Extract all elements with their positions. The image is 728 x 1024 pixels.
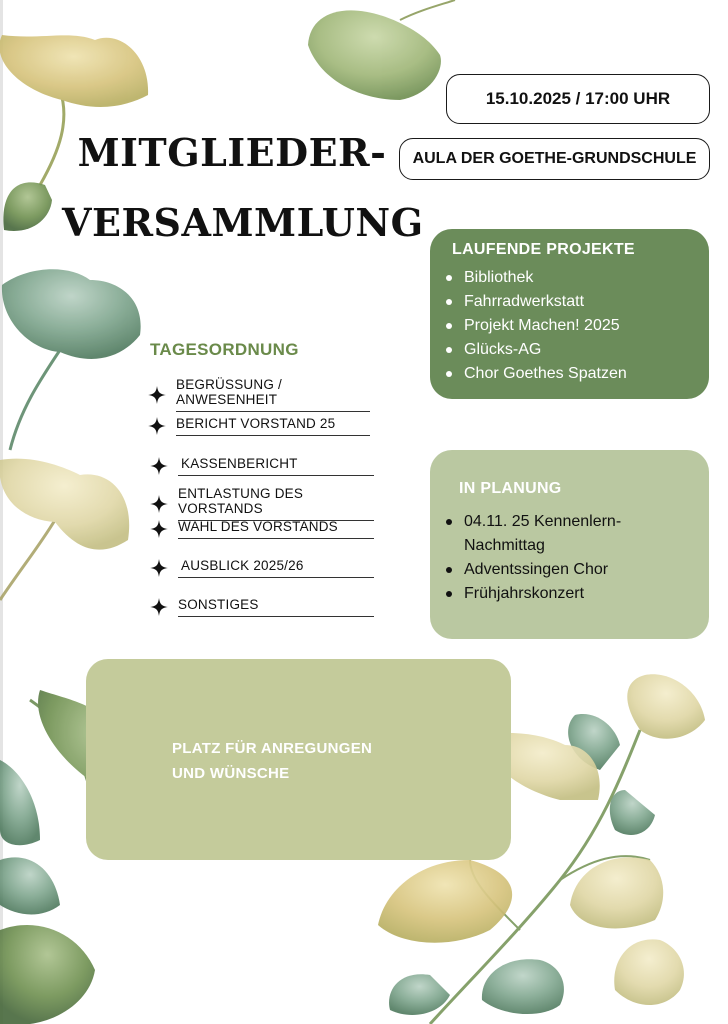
ginkgo-leaf-icon [627, 674, 705, 738]
list-item [444, 266, 627, 290]
agenda-item [148, 377, 370, 412]
event-location: AULA DER GOETHE-GRUNDSCHULE [399, 138, 710, 180]
title-line-1: MITGLIEDER- [77, 130, 387, 175]
agenda-item [150, 597, 374, 617]
planning-heading: IN PLANUNG [459, 480, 562, 497]
bullet-icon [446, 519, 452, 525]
list-item-text: 04.11. 25 Kennenlern-Nachmittag [464, 513, 622, 554]
list-item-text: Frühjahrskonzert [464, 585, 585, 602]
bullet-icon [446, 591, 452, 597]
four-point-star-icon [148, 417, 166, 435]
list-item [444, 510, 694, 558]
ginkgo-leaf-icon [0, 857, 60, 914]
ginkgo-leaf-icon [2, 269, 141, 450]
agenda-item-label: SONSTIGES [178, 597, 374, 617]
wishes-box [86, 659, 511, 860]
ginkgo-leaf-icon [378, 860, 512, 943]
list-item [444, 582, 694, 606]
list-item-text: Projekt Machen! 2025 [464, 317, 620, 334]
list-item [444, 362, 627, 386]
projects-list [444, 266, 627, 386]
agenda-item [150, 486, 374, 521]
agenda-item-label: KASSENBERICHT [178, 456, 374, 476]
ginkgo-leaf-icon [570, 857, 663, 928]
list-item-text: Glücks-AG [464, 341, 542, 358]
bullet-icon [446, 299, 452, 305]
ginkgo-leaf-icon [0, 760, 40, 845]
planning-box [430, 450, 709, 639]
wishes-line-2: UND WÜNSCHE [172, 765, 290, 782]
bullet-icon [446, 347, 452, 353]
planning-list [444, 510, 694, 606]
bullet-icon [446, 567, 452, 573]
agenda-item [150, 558, 374, 578]
four-point-star-icon [148, 386, 166, 404]
ginkgo-leaf-icon [0, 459, 129, 600]
list-item-text: Chor Goethes Spatzen [464, 365, 627, 382]
list-item-text: Bibliothek [464, 269, 534, 286]
ginkgo-leaf-icon [610, 790, 655, 835]
agenda-item [150, 456, 374, 476]
four-point-star-icon [150, 559, 168, 577]
event-datetime: 15.10.2025 / 17:00 UHR [446, 74, 710, 124]
bullet-icon [446, 371, 452, 377]
agenda-item [148, 416, 370, 436]
list-item [444, 338, 627, 362]
title-line-2: VERSAMMLUNG [62, 200, 424, 245]
four-point-star-icon [150, 520, 168, 538]
projects-box [430, 229, 709, 399]
wishes-text [172, 736, 432, 786]
wishes-line-1: PLATZ FÜR ANREGUNGEN [172, 740, 373, 757]
list-item [444, 314, 627, 338]
agenda-item-label: ENTLASTUNG DES VORSTANDS [178, 486, 374, 521]
list-item [444, 558, 694, 582]
four-point-star-icon [150, 495, 168, 513]
agenda-item-label: AUSBLICK 2025/26 [178, 558, 374, 578]
agenda-item [150, 519, 374, 539]
ginkgo-leaf-icon [3, 182, 52, 231]
bullet-icon [446, 323, 452, 329]
agenda-item-label: BEGRÜSSUNG / ANWESENHEIT [176, 377, 370, 412]
list-item-text: Fahrradwerkstatt [464, 293, 585, 310]
four-point-star-icon [150, 598, 168, 616]
list-item [444, 290, 627, 314]
agenda-item-label: WAHL DES VORSTANDS [178, 519, 374, 539]
ginkgo-leaf-icon [0, 925, 95, 1024]
agenda-item-label: BERICHT VORSTAND 25 [176, 416, 370, 436]
projects-heading: LAUFENDE PROJEKTE [452, 241, 635, 258]
four-point-star-icon [150, 457, 168, 475]
ginkgo-leaf-icon [482, 959, 564, 1014]
list-item-text: Adventssingen Chor [464, 561, 609, 578]
page-title [62, 118, 424, 258]
ginkgo-leaf-icon [614, 939, 684, 1005]
ginkgo-leaf-icon [389, 974, 450, 1015]
agenda-heading: TAGESORDNUNG [150, 340, 299, 359]
bullet-icon [446, 275, 452, 281]
ginkgo-leaf-icon [308, 0, 455, 100]
